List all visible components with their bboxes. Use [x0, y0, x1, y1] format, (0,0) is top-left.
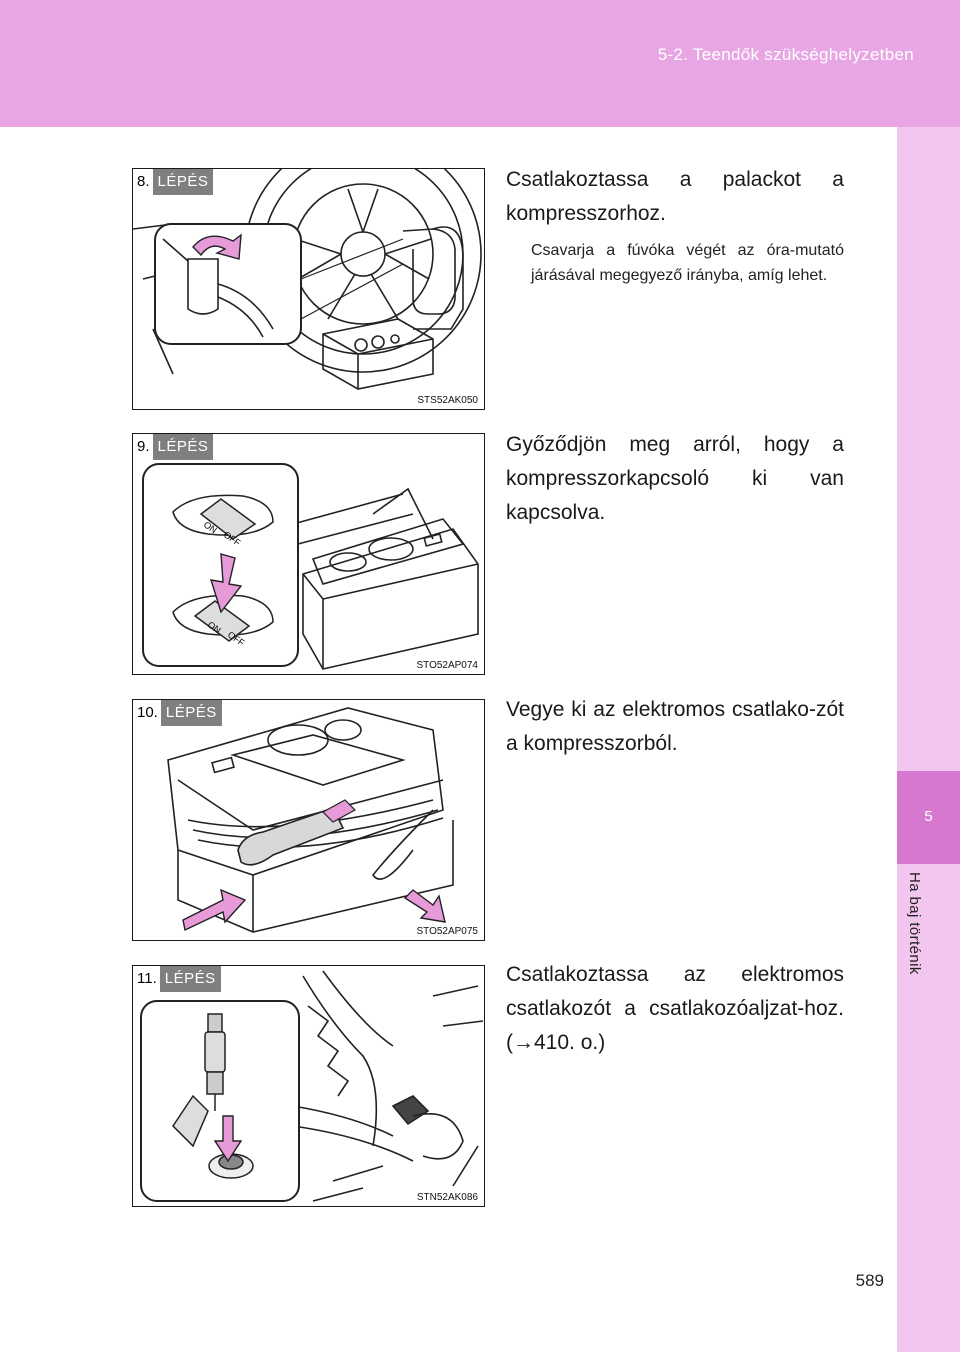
- step-badge: [133, 434, 213, 460]
- page-number: 589: [855, 1271, 884, 1290]
- step-9-text: Győződjön meg arról, hogy a kompresszorkapcsoló ki van kapcsolva.: [506, 433, 844, 524]
- step-11-figure: [132, 965, 485, 1207]
- switch-on-label: ON: [201, 519, 219, 536]
- step-number: 9.: [133, 434, 153, 460]
- chapter-number: 5: [924, 808, 933, 825]
- switch-on-label: ON: [205, 619, 223, 636]
- compressor-unplug-illustration: [133, 700, 485, 941]
- step-badge: [133, 700, 222, 726]
- step-10-text: Vegye ki az elektromos csatlako-zót a kompresszorból.: [506, 698, 844, 755]
- switch-off-label: OFF: [221, 529, 243, 548]
- step-label: LÉPÉS: [160, 966, 221, 992]
- step-8-subtext: Csavarja a fúvóka végét az óra-mutató járásával megegyező irányba, amíg lehet.: [531, 242, 844, 284]
- figure-code: STN52AK086: [416, 1192, 478, 1203]
- step-badge: [133, 169, 213, 195]
- wheel-compressor-illustration: [133, 169, 485, 410]
- step-11-text: Csatlakoztassa az elektromos csatlakozót a csatlakozóaljzat-hoz. (→410. o.): [506, 963, 844, 1054]
- step-9-figure: [132, 433, 485, 675]
- step-8-text: Csatlakoztassa a palackot a kompresszorhoz.: [506, 168, 844, 225]
- figure-code: STS52AK050: [417, 395, 478, 406]
- switch-off-label: OFF: [225, 629, 247, 648]
- power-socket-illustration: [133, 966, 485, 1207]
- step-8-figure: [132, 168, 485, 410]
- step-label: LÉPÉS: [161, 700, 222, 726]
- figure-code: STO52AP075: [416, 926, 478, 937]
- figure-code: STO52AP074: [416, 660, 478, 671]
- section-title: 5-2. Teendők szükséghelyzetben: [657, 45, 914, 64]
- right-out-arrow-icon: [405, 890, 445, 922]
- step-badge: [133, 966, 221, 992]
- step-number: 10.: [133, 700, 161, 726]
- step-number: 8.: [133, 169, 153, 195]
- step-label: LÉPÉS: [153, 434, 214, 460]
- chapter-side-tab: [897, 127, 960, 1352]
- step-label: LÉPÉS: [153, 169, 214, 195]
- compressor-switch-illustration: [133, 434, 485, 675]
- chapter-title: Ha baj történik: [906, 872, 923, 975]
- step-10-figure: [132, 699, 485, 941]
- step-number: 11.: [133, 966, 160, 992]
